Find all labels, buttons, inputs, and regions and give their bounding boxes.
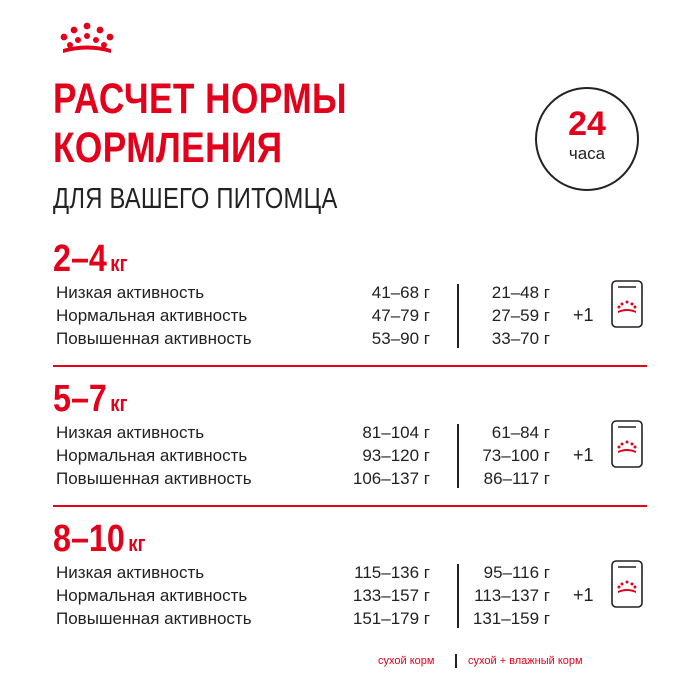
legend-divider [455, 654, 457, 668]
activity-label: Нормальная активность [56, 446, 248, 465]
activity-label: Повышенная активность [56, 329, 252, 348]
table-row [0, 561, 700, 584]
dry-amount: 115–136 г [354, 563, 430, 582]
mixed-amount: 61–84 г [491, 423, 550, 442]
title-line-2: КОРМЛЕНИЯ [53, 124, 283, 172]
wet-food-pouch-icon [611, 280, 643, 328]
activity-label: Низкая активность [56, 563, 205, 582]
wet-food-pouch-icon [611, 560, 643, 608]
dry-amount: 106–137 г [352, 469, 430, 488]
mixed-amount: 131–159 г [472, 609, 550, 628]
daily-badge [535, 87, 639, 191]
weight-range-heading [53, 378, 127, 420]
mixed-amount: 73–100 г [482, 446, 550, 465]
activity-label: Низкая активность [56, 423, 205, 442]
table-row [0, 281, 700, 304]
wet-food-pouch-icon [611, 420, 643, 468]
activity-label: Низкая активность [56, 283, 205, 302]
dry-amount: 53–90 г [371, 329, 430, 348]
table-row [0, 607, 700, 630]
mixed-amount: 95–116 г [483, 563, 550, 582]
column-divider [457, 284, 459, 348]
activity-label: Повышенная активность [56, 609, 252, 628]
table-row [0, 304, 700, 327]
weight-unit: кг [110, 251, 128, 276]
dry-amount: 41–68 г [371, 283, 430, 302]
page-subtitle: ДЛЯ ВАШЕГО ПИТОМЦА [53, 183, 338, 215]
weight-unit: кг [128, 531, 146, 556]
mixed-amount: 27–59 г [491, 306, 550, 325]
dry-amount: 81–104 г [362, 423, 430, 442]
weight-range-heading [53, 238, 127, 280]
mixed-amount: 21–48 г [491, 283, 550, 302]
page-title [53, 75, 347, 173]
weight-unit: кг [110, 391, 128, 416]
table-row [0, 467, 700, 490]
dry-amount: 93–120 г [362, 446, 430, 465]
mixed-amount: 86–117 г [483, 469, 550, 488]
activity-label: Нормальная активность [56, 586, 248, 605]
column-divider [457, 564, 459, 628]
section-divider [53, 505, 647, 507]
plus-one-label: +1 [573, 305, 594, 325]
crown-logo-icon [57, 22, 117, 58]
table-row [0, 444, 700, 467]
activity-label: Нормальная активность [56, 306, 248, 325]
weight-range: 8–10 [53, 518, 125, 560]
title-line-1: РАСЧЕТ НОРМЫ [53, 75, 347, 123]
table-row [0, 584, 700, 607]
table-row [0, 421, 700, 444]
activity-label: Повышенная активность [56, 469, 252, 488]
dry-amount: 151–179 г [352, 609, 430, 628]
mixed-amount: 33–70 г [491, 329, 550, 348]
weight-range: 5–7 [53, 378, 107, 420]
plus-one-label: +1 [573, 445, 594, 465]
mixed-amount: 113–137 г [474, 586, 550, 605]
badge-number: 24 [568, 105, 606, 143]
dry-amount: 133–157 г [352, 586, 430, 605]
dry-amount: 47–79 г [371, 306, 430, 325]
legend-dry: сухой корм [378, 655, 435, 667]
column-divider [457, 424, 459, 488]
weight-range: 2–4 [53, 238, 107, 280]
weight-range-heading [53, 518, 145, 560]
badge-unit: часа [568, 144, 606, 163]
table-row [0, 327, 700, 350]
section-divider [53, 365, 647, 367]
legend-dry-plus-wet: сухой + влажный корм [468, 655, 583, 667]
plus-one-label: +1 [573, 585, 594, 605]
